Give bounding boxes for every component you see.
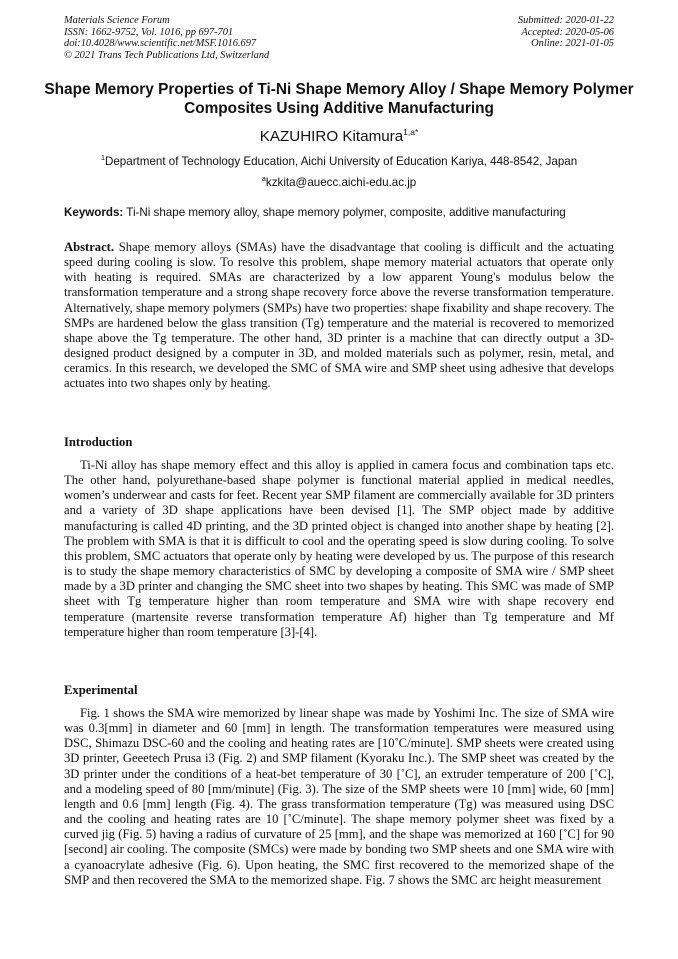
online-date: Online: 2021-01-05: [531, 38, 614, 50]
keywords-text: Ti-Ni shape memory alloy, shape memory polymer, composite, additive manufacturing: [123, 206, 566, 219]
paper-title: Shape Memory Properties of Ti-Ni Shape Memory Alloy / Shape Memory Polymer Composites Using Additive Manufacturing: [44, 81, 634, 117]
dates-header: [518, 15, 614, 50]
issn-line: ISSN: 1662-9752, Vol. 1016, pp 697-701: [64, 26, 234, 38]
abstract-text: Shape memory alloys (SMAs) have the disadvantage that cooling is difficult and the actuating speed during cooling is slow. To resolve this problem, shape memory material actuators that operate only with heating is required. SMAs are characterized by a low apparent Young's modulus below the transformation temperature and a strong shape recovery force above the reverse transformation temperature. Alternatively, shape memory polymers (SMPs) have two properties: shape fixability and shape recovery. The SMPs are hardened below the glass transition (Tg) temperature and the material is recovered to memorized shape above the Tg temperature. The other hand, 3D printer is a machine that can directly output a 3D-designed product designed by a computer in 3D, and molded materials such as polymer, resin, metal, and ceramics. In this research, we developed the SMC of SMA wire and SMP sheet using adhesive that develops actuates into two shapes only by heating.: [64, 240, 614, 391]
submitted-date: Submitted: 2020-01-22: [517, 15, 614, 26]
introduction-paragraph: Ti-Ni alloy has shape memory effect and this alloy is applied in camera focus and combination taps etc. The other hand, polyurethane-based shape polymer is functional material applied in medical needles, women’s underwear and casts for feet. Recent year SMP filament are commercially available for 3D printers and a variety of 3D shape applications have been devised [1]. The SMP object made by additive manufacturing is called 4D printing, and the 3D printed object is changed into another shape by heating [2]. The problem with SMA is that it is difficult to cool and the operating speed is slow during cooling. To solve this problem, SMC actuators that operate only by heating were developed by us. The purpose of this research is to study the shape memory characteristics of SMC by developing a composite of SMA wire / SMP sheet made by a 3D printer and changing the SMC sheet into two shapes by heating. This SMC was made of SMP sheet with Tg temperature higher than room temperature and SMA wire with shape recovery end temperature (martensite reverse transformation temperature Af) higher than Tg temperature and Mf temperature higher than room temperature [3]-[4].: [64, 458, 614, 639]
doi-line[interactable]: doi:10.4028/www.scientific.net/MSF.1016.697: [64, 38, 257, 50]
keywords-label: Keywords:: [64, 206, 124, 219]
introduction-heading: Introduction: [64, 435, 133, 449]
affiliation: [0, 151, 678, 169]
author-email: [0, 172, 678, 190]
author-name: KAZUHIRO Kitamura: [259, 128, 404, 145]
abstract-label: Abstract.: [64, 240, 115, 254]
author-line: [0, 123, 678, 146]
experimental-paragraph: Fig. 1 shows the SMA wire memorized by linear shape was made by Yoshimi Inc. The size of SMA wire was 0.3[mm] in diameter and 60 [mm] in length. The transformation temperatures were measured using DSC, Shimazu DSC-60 and the cooling and heating rates are [10˚C/minute]. SMP sheets were created using 3D printer, Geeetech Prusa i3 (Fig. 2) and SMP filament (Kyoraku Inc.). The SMP sheet was created by the 3D printer under the conditions of a heat-bet temperature of 30 [˚C], an extruder temperature of 200 [˚C], and a modeling speed of 80 [mm/minute] (Fig. 3). The size of the SMP sheets were 10 [mm] wide, 60 [mm] length and 0.6 [mm] length (Fig. 4). The grass transformation temperature (Tg) was measured using DSC and the cooling and heating rates are 10 [˚C/minute]. The shape memory polymer sheet was fixed by a curved jig (Fig. 5) having a radius of curvature of 25 [mm], and the shape was memorized at 160 [˚C] for 90 [second] air cooling. The composite (SMCs) were made by bonding two SMP sheets and one SMA wire with a cyanoacrylate adhesive (Fig. 6). Upon heating, the SMC first recovered to the memorized shape of the SMP and then recovered the SMA to the memorized shape. Fig. 7 shows the SMC arc height measurement: [64, 706, 614, 887]
copyright-line: © 2021 Trans Tech Publications Ltd, Switzerland: [64, 49, 270, 61]
email-mark: a: [261, 174, 266, 183]
author-marks: 1,a*: [403, 127, 419, 137]
email-address[interactable]: kzkita@auecc.aichi-edu.ac.jp: [265, 176, 417, 189]
affiliation-mark: 1: [100, 153, 105, 162]
experimental-heading: Experimental: [64, 683, 138, 697]
journal-name: Materials Science Forum: [64, 15, 170, 26]
keywords: [64, 206, 624, 220]
accepted-date: Accepted: 2020-05-06: [521, 26, 614, 38]
journal-header: [64, 15, 269, 61]
affiliation-text: Department of Technology Education, Aichi University of Education Kariya, 448-8542, Japan: [104, 155, 578, 168]
abstract: [64, 240, 614, 392]
